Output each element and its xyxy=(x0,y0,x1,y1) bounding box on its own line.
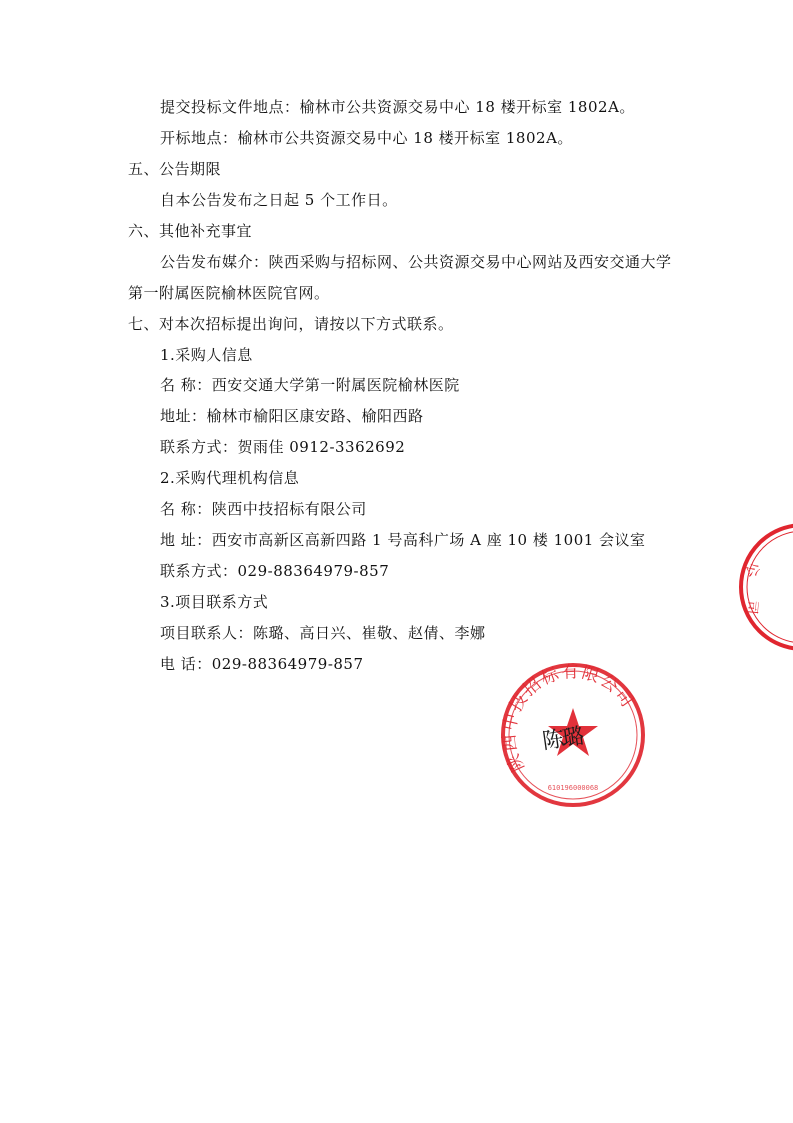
agent-address: 地 址：西安市高新区高新四路 1 号高科广场 A 座 10 楼 1001 会议室 xyxy=(160,531,646,549)
svg-text:公: 公 xyxy=(742,560,763,580)
section-5-title: 五、公告期限 xyxy=(128,160,222,178)
section-7-title: 七、对本次招标提出询问，请按以下方式联系。 xyxy=(128,315,454,333)
svg-text:610196000068: 610196000068 xyxy=(547,784,599,792)
handwritten-signature: 陈璐 xyxy=(540,724,584,755)
svg-text:司: 司 xyxy=(742,599,760,615)
agent-heading: 2.采购代理机构信息 xyxy=(160,469,300,487)
project-heading: 3.项目联系方式 xyxy=(160,593,269,611)
project-phone: 电 话：029-88364979-857 xyxy=(160,655,364,673)
section-6-body-line2: 第一附属医院榆林医院官网。 xyxy=(128,284,330,302)
section-6-body-line1: 公告发布媒介：陕西采购与招标网、公共资源交易中心网站及西安交通大学 xyxy=(160,253,672,271)
buyer-contact: 联系方式：贺雨佳 0912-3362692 xyxy=(160,438,406,456)
section-5-body: 自本公告发布之日起 5 个工作日。 xyxy=(160,191,398,209)
open-location-text: 开标地点：榆林市公共资源交易中心 18 楼开标室 1802A。 xyxy=(160,129,573,147)
agent-contact: 联系方式：029-88364979-857 xyxy=(160,562,390,580)
buyer-name: 名 称：西安交通大学第一附属医院榆林医院 xyxy=(160,376,460,394)
project-people: 项目联系人：陈璐、高日兴、崔敬、赵倩、李娜 xyxy=(160,624,486,642)
section-6-title: 六、其他补充事宜 xyxy=(128,222,253,240)
edge-seal-fragment xyxy=(728,515,793,660)
buyer-address: 地址：榆林市榆阳区康安路、榆阳西路 xyxy=(160,407,424,425)
bid-location-text: 提交投标文件地点：榆林市公共资源交易中心 18 楼开标室 1802A。 xyxy=(160,98,635,116)
buyer-heading: 1.采购人信息 xyxy=(160,346,253,364)
agent-name: 名 称：陕西中技招标有限公司 xyxy=(160,500,367,518)
svg-text:陕西中技招标有限公司: 陕西中技招标有限公司 xyxy=(499,662,639,775)
